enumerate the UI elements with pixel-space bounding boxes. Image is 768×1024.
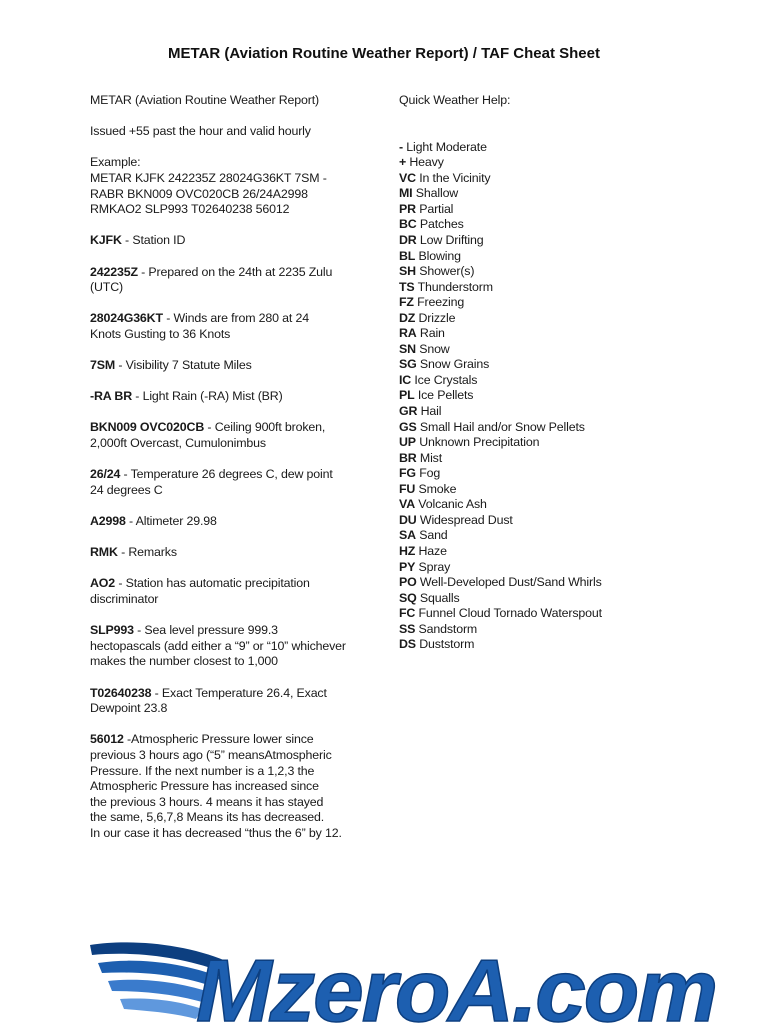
weather-code-description: Thunderstorm — [414, 279, 493, 294]
weather-code: DS — [399, 637, 416, 652]
weather-code-row — [399, 451, 699, 467]
metar-code: T02640238 — [90, 685, 152, 700]
metar-code: BKN009 OVC020CB — [90, 420, 205, 435]
metar-code-description: - Remarks — [117, 545, 177, 560]
metar-code-description: - Prepared on the 24th at 2235 Zulu — [137, 264, 333, 279]
weather-code-row — [399, 497, 699, 513]
metar-code-description: - Station ID — [121, 233, 186, 248]
weather-code-description: Snow Grains — [416, 357, 490, 372]
logo-wordmark: MzeroA.com — [196, 941, 716, 1024]
weather-code: FC — [399, 606, 416, 621]
weather-code: SG — [399, 357, 417, 372]
weather-code-description: Duststorm — [415, 637, 475, 652]
metar-code: 26/24 — [90, 467, 121, 482]
weather-code-description: Patches — [416, 217, 464, 232]
weather-code-description: Rain — [416, 326, 445, 341]
weather-code-row — [399, 326, 699, 342]
weather-code-description: Freezing — [413, 295, 465, 310]
weather-code-description: Shallow — [412, 186, 459, 201]
weather-code-description: Light Moderate — [402, 139, 487, 154]
weather-code: PL — [399, 388, 415, 403]
weather-code-row — [399, 544, 699, 560]
metar-code: 242235Z — [90, 264, 138, 279]
metar-code: A2998 — [90, 514, 126, 529]
weather-code-description: Blowing — [415, 248, 461, 263]
weather-code-row — [399, 560, 699, 576]
weather-code: PO — [399, 575, 417, 590]
metar-code: 28024G36KT — [90, 311, 163, 326]
weather-code: TS — [399, 279, 415, 294]
example-line: RABR BKN009 OVC020CB 26/24A2998 — [90, 186, 308, 201]
weather-code: IC — [399, 372, 412, 387]
weather-code-description: Mist — [416, 450, 443, 465]
metar-code: AO2 — [90, 576, 116, 591]
metar-entry — [90, 686, 365, 717]
metar-code-description: - Altimeter 29.98 — [125, 514, 217, 529]
metar-code: 56012 — [90, 732, 124, 747]
weather-code-description: Well-Developed Dust/Sand Whirls — [416, 575, 602, 590]
metar-code-description: In our case it has decreased “thus the 6” by 12. — [90, 825, 342, 840]
metar-code-description: (UTC) — [90, 280, 123, 295]
weather-code-description: Funnel Cloud Tornado Waterspout — [415, 606, 602, 621]
weather-code: UP — [399, 435, 416, 450]
weather-code-row — [399, 622, 699, 638]
weather-code-description: Squalls — [416, 590, 460, 605]
weather-code-row — [399, 513, 699, 529]
weather-code-row — [399, 233, 699, 249]
weather-code: VA — [399, 497, 415, 512]
quick-help-heading: Quick Weather Help: — [399, 93, 511, 107]
weather-code: FG — [399, 466, 416, 481]
weather-code-description: Partial — [415, 201, 454, 216]
weather-code: GS — [399, 419, 417, 434]
weather-code-description: Heavy — [406, 155, 444, 170]
metar-entry — [90, 545, 365, 561]
metar-code: 7SM — [90, 358, 116, 373]
weather-code-description: Small Hail and/or Snow Pellets — [416, 419, 585, 434]
weather-code-row — [399, 311, 699, 327]
metar-code-description: hectopascals (add either a “9” or “10” whichever — [90, 638, 346, 653]
metar-code-description: - Ceiling 900ft broken, — [204, 420, 326, 435]
weather-code-row — [399, 591, 699, 607]
page-title: METAR (Aviation Routine Weather Report) / TAF Cheat Sheet — [168, 45, 600, 62]
metar-code-description: - Temperature 26 degrees C, dew point — [120, 467, 333, 482]
weather-code-description: Snow — [415, 341, 450, 356]
weather-code-description: Sandstorm — [415, 621, 478, 636]
metar-code-description: - Winds are from 280 at 24 — [162, 311, 309, 326]
weather-code: DU — [399, 512, 417, 527]
weather-code: - — [399, 139, 403, 154]
weather-code-row — [399, 373, 699, 389]
metar-code: RMK — [90, 545, 118, 560]
example-line: METAR KJFK 242235Z 28024G36KT 7SM - — [90, 170, 327, 185]
weather-code-row — [399, 202, 699, 218]
weather-code: RA — [399, 326, 417, 341]
weather-code: PY — [399, 559, 416, 574]
weather-code-row — [399, 528, 699, 544]
weather-code-row — [399, 264, 699, 280]
weather-code-description: Hail — [417, 404, 442, 419]
metar-code-description: - Station has automatic precipitation — [115, 576, 310, 591]
weather-code: PR — [399, 201, 416, 216]
weather-code-row — [399, 606, 699, 622]
weather-codes-list — [399, 140, 699, 653]
weather-code-row — [399, 420, 699, 436]
left-heading: METAR (Aviation Routine Weather Report) — [90, 93, 319, 107]
metar-code-description: -Atmospheric Pressure lower since — [123, 732, 314, 747]
weather-code-row — [399, 482, 699, 498]
weather-code-description: Unknown Precipitation — [415, 435, 540, 450]
metar-code-description: Dewpoint 23.8 — [90, 701, 168, 716]
metar-code-description: Knots Gusting to 36 Knots — [90, 326, 231, 341]
weather-code-row — [399, 280, 699, 296]
weather-code-description: Spray — [415, 559, 451, 574]
metar-entry — [90, 233, 365, 249]
weather-code-description: Volcanic Ash — [415, 497, 487, 512]
metar-code-description: discriminator — [90, 592, 159, 606]
weather-code-row — [399, 171, 699, 187]
metar-code-description: makes the number closest to 1,000 — [90, 654, 278, 669]
weather-code: BL — [399, 248, 416, 263]
metar-code-description: previous 3 hours ago (“5” meansAtmospheric — [90, 747, 332, 762]
weather-code: SN — [399, 341, 416, 356]
weather-code: FU — [399, 481, 416, 496]
weather-code-row — [399, 404, 699, 420]
metar-entry — [90, 732, 365, 841]
weather-code-description: Shower(s) — [415, 264, 475, 279]
weather-code-row — [399, 186, 699, 202]
weather-code: MI — [399, 186, 413, 201]
weather-code: SQ — [399, 590, 417, 605]
weather-code-row — [399, 295, 699, 311]
metar-entry — [90, 265, 365, 296]
example-block — [90, 155, 365, 217]
weather-code-row — [399, 575, 699, 591]
weather-code: DZ — [399, 310, 416, 325]
weather-code: FZ — [399, 295, 414, 310]
weather-code: SS — [399, 621, 416, 636]
weather-code-description: Widespread Dust — [416, 512, 513, 527]
weather-code-row — [399, 217, 699, 233]
weather-code: + — [399, 155, 407, 170]
weather-code-row — [399, 249, 699, 265]
metar-entry — [90, 623, 365, 670]
metar-code-description: 24 degrees C — [90, 482, 163, 497]
metar-entry — [90, 514, 365, 530]
weather-code-row — [399, 435, 699, 451]
metar-entry — [90, 389, 365, 405]
weather-code-description: Low Drifting — [416, 233, 484, 248]
metar-entries-list — [90, 233, 365, 841]
weather-code: VC — [399, 170, 416, 185]
weather-code-description: Drizzle — [415, 310, 456, 325]
weather-code-row — [399, 357, 699, 373]
weather-code: SA — [399, 528, 416, 543]
weather-code-description: Ice Pellets — [414, 388, 474, 403]
metar-code: SLP993 — [90, 623, 134, 638]
weather-code: HZ — [399, 543, 416, 558]
metar-code-description: - Light Rain (-RA) Mist (BR) — [132, 389, 283, 404]
weather-code: SH — [399, 264, 416, 279]
metar-explanation-column — [90, 93, 365, 857]
example-line: RMKAO2 SLP993 T02640238 56012 — [90, 202, 290, 217]
weather-code-row — [399, 155, 699, 171]
quick-weather-help-column — [399, 93, 699, 653]
metar-entry — [90, 576, 365, 607]
weather-code: BR — [399, 450, 417, 465]
metar-code-description: - Visibility 7 Statute Miles — [115, 358, 252, 373]
metar-entry — [90, 311, 365, 342]
metar-code-description: 2,000ft Overcast, Cumulonimbus — [90, 436, 266, 451]
metar-code-description: Atmospheric Pressure has increased since — [90, 779, 319, 794]
weather-code-row — [399, 140, 699, 156]
weather-code-description: Smoke — [415, 481, 457, 496]
metar-code-description: - Exact Temperature 26.4, Exact — [151, 685, 327, 700]
weather-code-row — [399, 637, 699, 653]
weather-code-description: Fog — [415, 466, 441, 481]
weather-code: GR — [399, 404, 418, 419]
weather-code-description: Sand — [415, 528, 448, 543]
metar-entry — [90, 420, 365, 451]
weather-code-row — [399, 388, 699, 404]
weather-code-description: Ice Crystals — [411, 372, 478, 387]
metar-entry — [90, 358, 365, 374]
weather-code-description: Haze — [415, 543, 447, 558]
weather-code-row — [399, 466, 699, 482]
metar-code-description: the previous 3 hours. 4 means it has stayed — [90, 794, 324, 809]
metar-code-description: - Sea level pressure 999.3 — [133, 623, 278, 638]
weather-code-description: In the Vicinity — [415, 170, 491, 185]
weather-code-row — [399, 342, 699, 358]
metar-code-description: the same, 5,6,7,8 Means its has decreased. — [90, 810, 325, 825]
metar-entry — [90, 467, 365, 498]
weather-code: DR — [399, 233, 417, 248]
metar-code: KJFK — [90, 233, 122, 248]
metar-code: -RA BR — [90, 389, 133, 404]
metar-code-description: Pressure. If the next number is a 1,2,3 the — [90, 763, 315, 778]
issued-note: Issued +55 past the hour and valid hourly — [90, 124, 311, 139]
weather-code: BC — [399, 217, 417, 232]
example-label: Example: — [90, 155, 141, 170]
mzeroa-logo — [88, 935, 728, 1024]
